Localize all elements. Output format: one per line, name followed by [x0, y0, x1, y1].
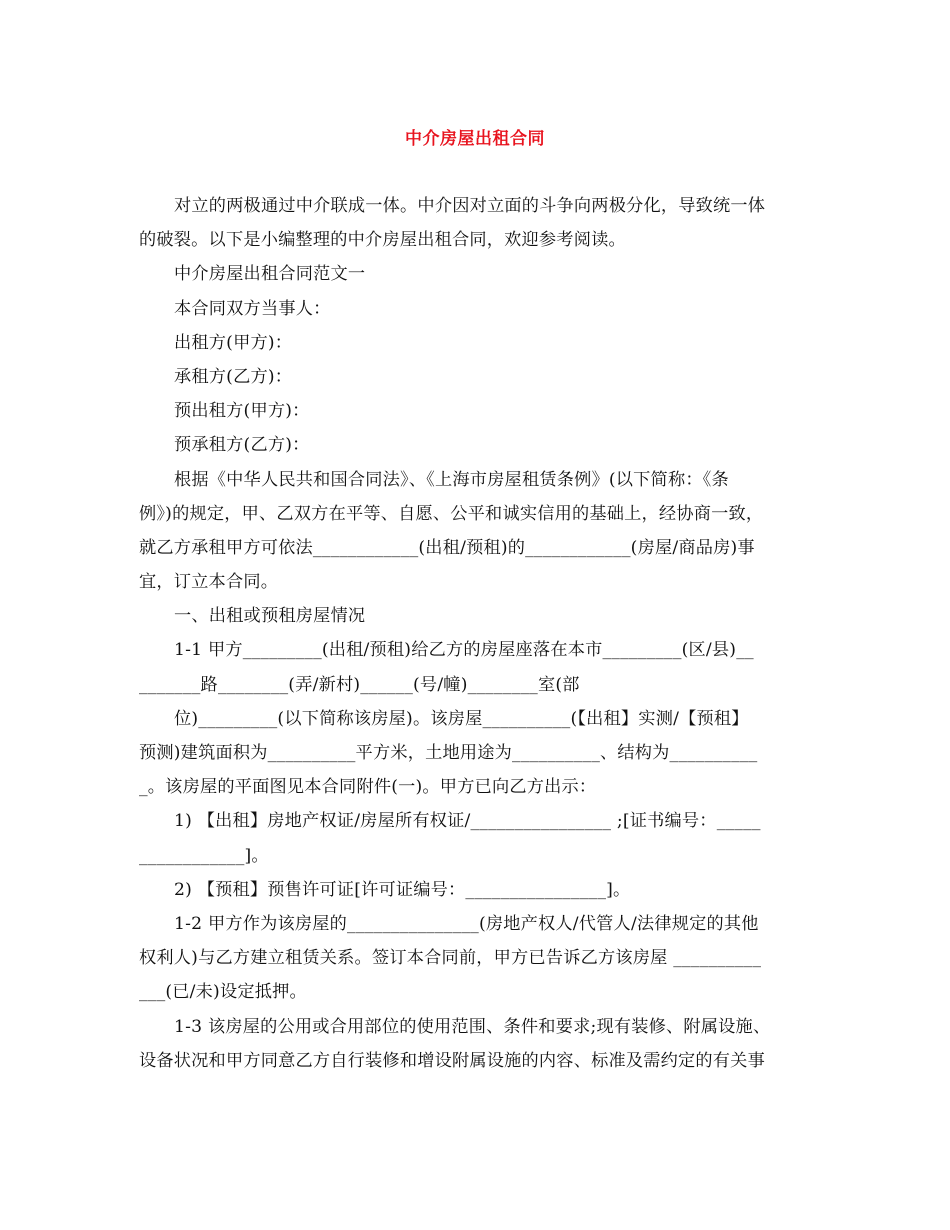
text-line: 1) 【出租】房地产权证/房屋所有权证/________________ ;[证书编号：_____	[174, 811, 761, 832]
text-line: 位)_________(以下简称该房屋)。该房屋__________(【出租】实测/【预租】	[174, 708, 749, 729]
text-line: 就乙方承租甲方可依法____________(出租/预租)的____________(房屋/商品房)事	[139, 537, 755, 558]
text-line: 本合同双方当事人：	[174, 298, 331, 319]
text-line: 承租方(乙方)：	[174, 366, 293, 387]
text-line: 根据《中华人民共和国合同法》、《上海市房屋租赁条例》(以下简称：《条	[174, 469, 729, 490]
text-line: 1-1 甲方_________(出租/预租)给乙方的房屋座落在本市_________(区/县)__	[174, 640, 754, 661]
text-line: 预测)建筑面积为__________平方米，土地用途为__________、结构为__________	[139, 743, 758, 763]
text-line: 出租方(甲方)：	[174, 332, 293, 353]
text-line: 中介房屋出租合同范文一	[174, 264, 366, 285]
text-line: 2) 【预租】预售许可证[许可证编号：________________]。	[174, 879, 631, 900]
text-line: 例》)的规定，甲、乙双方在平等、自愿、公平和诚实信用的基础上，经协商一致，	[139, 503, 764, 524]
text-line: 1-3 该房屋的公用或合用部位的使用范围、条件和要求;现有装修、附属设施、	[174, 1016, 771, 1037]
text-line: 预出租方(甲方)：	[174, 401, 310, 422]
text-line: 权利人)与乙方建立租赁关系。签订本合同前，甲方已告诉乙方该房屋 __________	[139, 948, 762, 969]
text-line: 预承租方(乙方)：	[174, 435, 310, 456]
document-title: 中介房屋出租合同	[405, 129, 545, 149]
text-line: 对立的两极通过中介联成一体。中介因对立面的斗争向两极分化，导致统一体	[174, 196, 766, 216]
text-line: 的破裂。以下是小编整理的中介房屋出租合同，欢迎参考阅读。	[139, 230, 626, 251]
text-line: ____________]。	[139, 845, 269, 866]
text-line: _。该房屋的平面图见本合同附件(一)。甲方已向乙方出示：	[139, 777, 597, 798]
text-line: 宜，订立本合同。	[139, 572, 279, 593]
text-line: 设备状况和甲方同意乙方自行装修和增设附属设施的内容、标准及需约定的有关事	[139, 1050, 765, 1071]
text-line: 一、出租或预租房屋情况	[174, 606, 366, 627]
text-line: ___(已/未)设定抵押。	[139, 982, 307, 1003]
document-body	[139, 189, 811, 1078]
text-line: _______路________(弄/新村)______(号/幢)________室(部	[139, 674, 580, 695]
text-line: 1-2 甲方作为该房屋的_______________(房地产权人/代管人/法律规定的其他	[174, 913, 759, 934]
